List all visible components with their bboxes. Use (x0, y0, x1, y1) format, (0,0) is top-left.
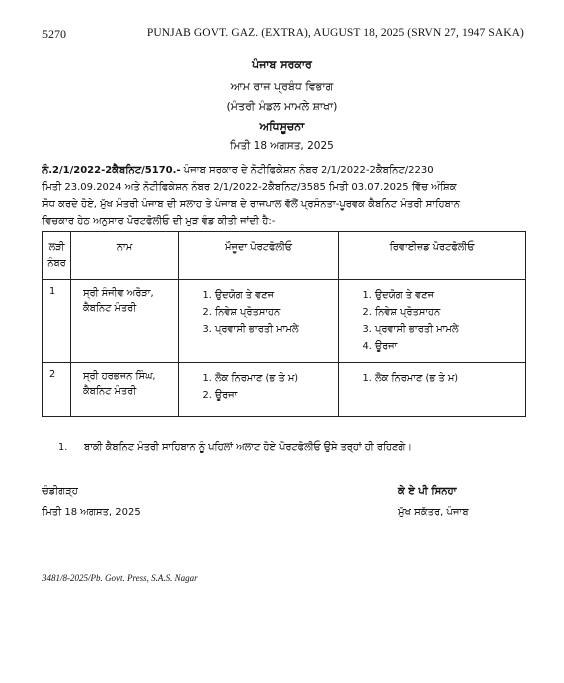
portfolio-table (42, 231, 526, 417)
table-header-row (43, 232, 526, 280)
paragraph-text-1: ਪੰਜਾਬ ਸਰਕਾਰ ਦੇ ਨੋਟੀਫਿਕੇਸ਼ਨ ਨੰਬਰ 2/1/2022-2ਕੈਬਨਿਟ/2230 (180, 165, 434, 176)
department-name: ਆਮ ਰਾਜ ਪ੍ਰਬੰਧ ਵਿਭਾਗ (230, 80, 334, 93)
existing-portfolio-list (185, 286, 332, 338)
row-revised-portfolio (339, 280, 526, 363)
paragraph-line-3: ਸੋਧ ਕਰਦੇ ਹੋਏ, ਮੁੱਖ ਮੰਤਰੀ ਪੰਜਾਬ ਦੀ ਸਲਾਹ ਤੇ ਪੰਜਾਬ ਦੇ ਰਾਜਪਾਲ ਵੱਲੋਂ ਪ੍ਰਸੰਨਤਾ-ਪੂਰਵਕ ਕੈਬਨਿਟ ਮੰਤਰੀ ਸਾਹਿਬਾਨ (42, 199, 460, 210)
row-existing-portfolio (179, 363, 339, 417)
note-text: ਬਾਕੀ ਕੈਬਨਿਟ ਮੰਤਰੀ ਸਾਹਿਬਾਨ ਨੂੰ ਪਹਿਲਾਂ ਅਲਾਟ ਹੋਏ ਪੋਰਟਫੋਲੀਓ ਉਸੇ ਤਰ੍ਹਾਂ ਹੀ ਰਹਿਣਗੇ। (84, 442, 412, 453)
portfolio-item: 2. ਨਿਵੇਸ਼ ਪ੍ਰੋਤਸਾਹਨ (375, 305, 519, 321)
row-serial: 2 (43, 363, 71, 417)
press-footer: 3481/8-2025/Pb. Govt. Press, S.A.S. Nagar (42, 573, 198, 583)
revised-portfolio-list (345, 369, 519, 387)
paragraph-line-2: ਮਿਤੀ 23.09.2024 ਅਤੇ ਨੋਟੀਫਿਕੇਸ਼ਨ ਨੰਬਰ 2/1/2022-2ਕੈਬਨਿਟ/3585 ਮਿਤੀ 03.07.2025 ਵਿੱਚ ਅੰਸ਼ਿਕ (42, 182, 457, 193)
portfolio-item: 1. ਉਦਯੋਗ ਤੇ ਵਣਜ (215, 288, 332, 304)
row-revised-portfolio (339, 363, 526, 417)
portfolio-item: 2. ਨਿਵੇਸ਼ ਪ੍ਰੋਤਸਾਹਨ (215, 305, 332, 321)
header-existing-portfolio: ਮੌਜੂਦਾ ਪੋਰਟਫੋਲੀਓ (179, 232, 339, 280)
row-existing-portfolio (179, 280, 339, 363)
note-number: 1. (58, 442, 68, 453)
portfolio-item: 1. ਲੋਕ ਨਿਰਮਾਣ (ਭ ਤੇ ਮ) (215, 371, 332, 387)
row-minister (71, 280, 179, 363)
portfolio-item: 1. ਉਦਯੋਗ ਤੇ ਵਣਜ (375, 288, 519, 304)
minister-name: ਸ੍ਰੀ ਸੰਜੀਵ ਅਰੋੜਾ, (83, 288, 154, 299)
signatory-name: ਕੇ ਏ ਪੀ ਸਿਨਹਾ (398, 486, 457, 497)
revised-portfolio-list (345, 286, 519, 355)
paragraph-line-1 (42, 162, 526, 179)
portfolio-item: 4. ਊਰਜਾ (375, 339, 519, 355)
notification-paragraph (42, 162, 526, 230)
row-serial: 1 (43, 280, 71, 363)
notification-reference: ਨੰ.2/1/2022-2ਕੈਬਨਿਟ/5170.- (42, 165, 181, 176)
header-name: ਨਾਮ (71, 232, 179, 280)
notification-heading: ਅਧਿਸੂਚਨਾ (259, 120, 305, 133)
portfolio-item: 3. ਪ੍ਰਵਾਸੀ ਭਾਰਤੀ ਮਾਮਲੇ (375, 322, 519, 338)
note-line (58, 442, 412, 453)
gazette-title: PUNJAB GOVT. GAZ. (EXTRA), AUGUST 18, 2025 (SRVN 27, 1947 SAKA) (146, 27, 524, 39)
existing-portfolio-list (185, 369, 332, 404)
paragraph-line-4: ਵਿਚਕਾਰ ਹੇਠ ਅਨੁਸਾਰ ਪੋਰਟਫੋਲੀਓ ਦੀ ਮੁੜ ਵੰਡ ਕੀਤੀ ਜਾਂਦੀ ਹੈ:- (42, 216, 276, 227)
table-row (43, 280, 526, 363)
branch-name: (ਮੰਤਰੀ ਮੰਡਲ ਮਾਮਲੇ ਸ਼ਾਖਾ) (226, 100, 338, 113)
gazette-header (42, 27, 524, 41)
portfolio-item: 1. ਲੋਕ ਨਿਰਮਾਣ (ਭ ਤੇ ਮ) (375, 371, 519, 387)
table-row (43, 363, 526, 417)
minister-designation: ਕੈਬਨਿਟ ਮੰਤਰੀ (83, 386, 137, 397)
header-serial: ਲੜੀ ਨੰਬਰ (43, 232, 71, 280)
portfolio-item: 3. ਪ੍ਰਵਾਸੀ ਭਾਰਤੀ ਮਾਮਲੇ (215, 322, 332, 338)
header-revised-portfolio: ਰਿਵਾਈਜ਼ਡ ਪੋਰਟਫੋਲੀਓ (339, 232, 526, 280)
place-of-issue: ਚੰਡੀਗੜ੍ਹ (42, 486, 78, 497)
minister-designation: ਕੈਬਨਿਟ ਮੰਤਰੀ (83, 303, 137, 314)
government-name: ਪੰਜਾਬ ਸਰਕਾਰ (252, 58, 312, 71)
minister-name: ਸ੍ਰੀ ਹਰਭਜਨ ਸਿੰਘ, (83, 371, 156, 382)
row-minister (71, 363, 179, 417)
page-number: 5270 (42, 27, 66, 41)
notification-date: ਮਿਤੀ 18 ਅਗਸਤ, 2025 (230, 140, 334, 152)
signatory-designation: ਮੁੱਖ ਸਕੱਤਰ, ਪੰਜਾਬ (398, 507, 469, 518)
issue-date: ਮਿਤੀ 18 ਅਗਸਤ, 2025 (42, 507, 141, 518)
portfolio-item: 2. ਊਰਜਾ (215, 388, 332, 404)
